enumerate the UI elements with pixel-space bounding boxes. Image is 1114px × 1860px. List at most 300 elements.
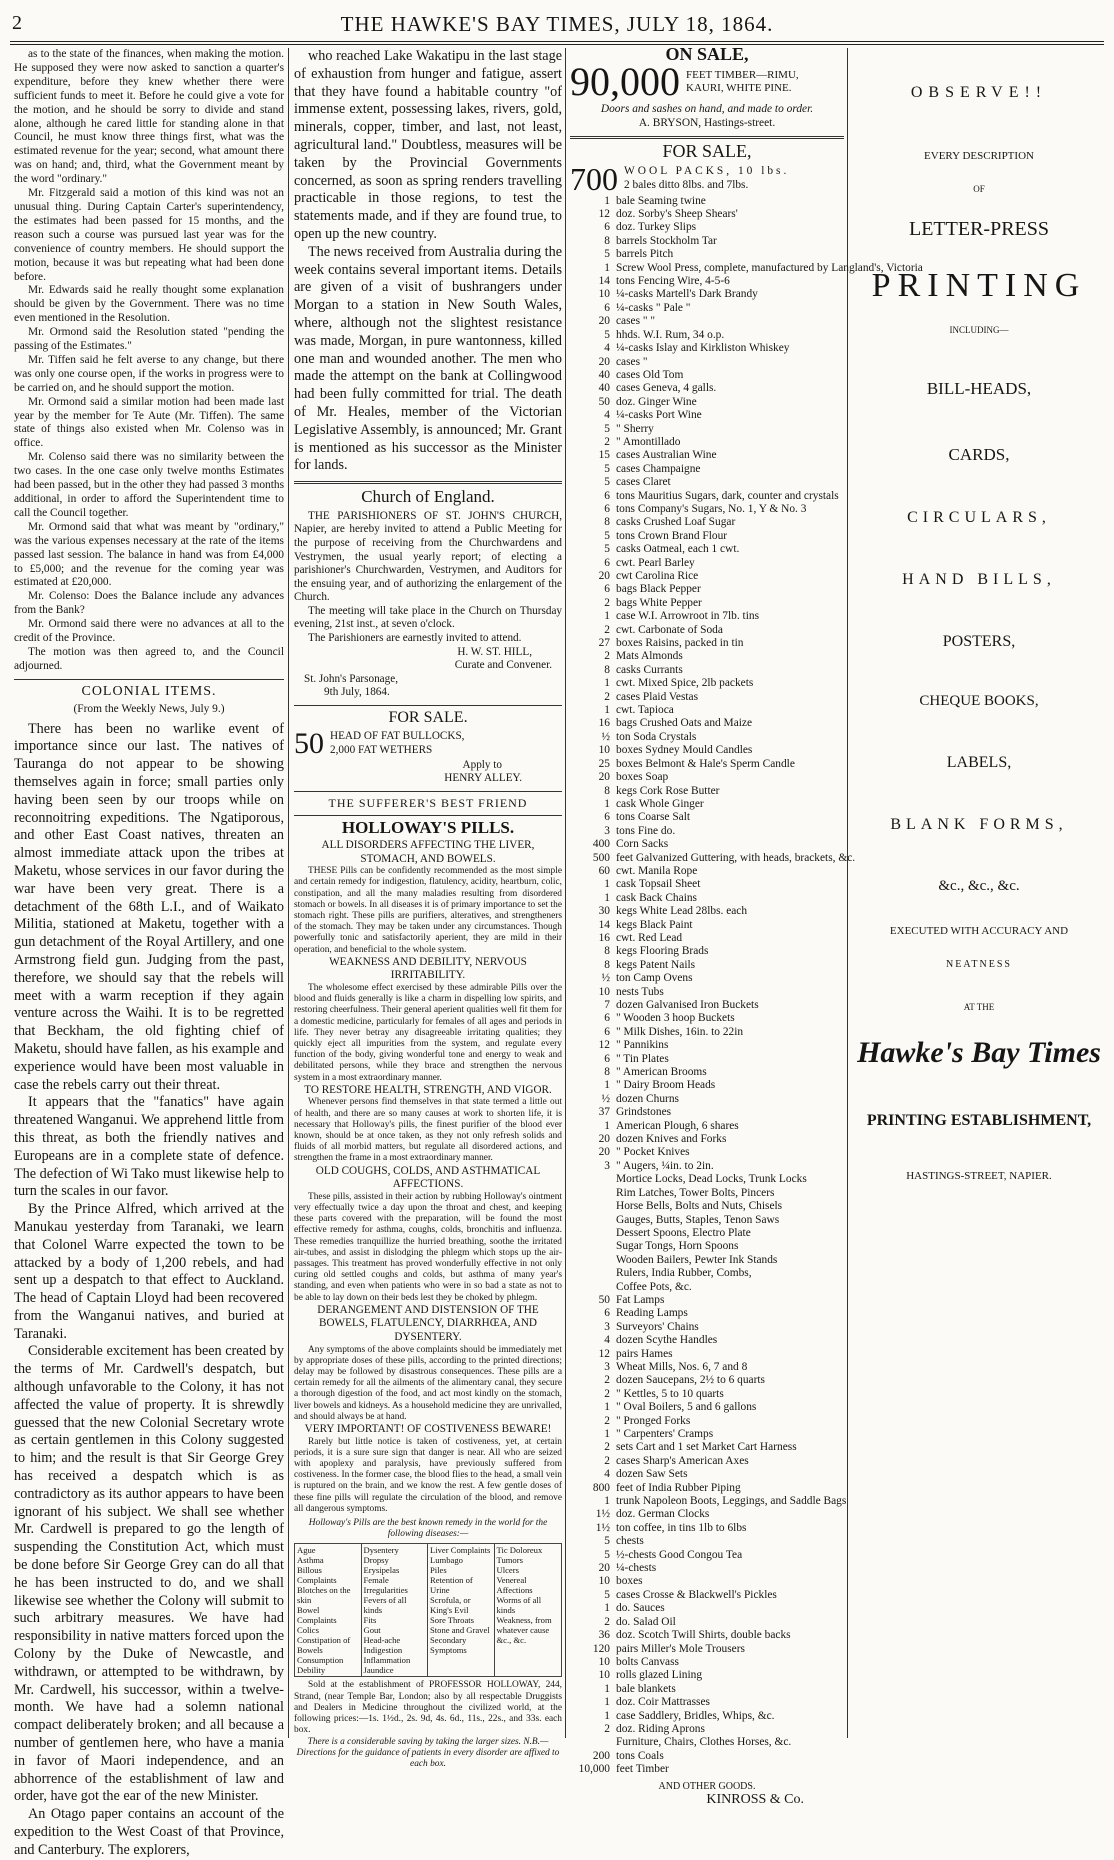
for-sale-apply: Apply to bbox=[462, 758, 502, 771]
inventory-item bbox=[570, 288, 844, 301]
diseases-column: Dysentery Dropsy Erysipelas Female Irregularities Fevers of all kinds Fits Gout Head-ache Indigestion Inflammation Jaundice bbox=[362, 1544, 429, 1676]
inventory-description: boxes Raisins, packed in tin bbox=[616, 637, 744, 650]
inventory-item bbox=[570, 731, 844, 744]
inventory-item bbox=[570, 1441, 844, 1454]
church-place: St. John's Parsonage, bbox=[304, 672, 399, 685]
inventory-quantity: 6 bbox=[604, 811, 610, 824]
inventory-description: cases " " bbox=[616, 315, 656, 328]
inventory-description: Furniture, Chairs, Clothes Horses, &c. bbox=[616, 1736, 792, 1749]
inventory-quantity: 5 bbox=[604, 476, 610, 489]
inventory-description: bale Seaming twine bbox=[616, 194, 706, 207]
service-item: LABELS, bbox=[946, 754, 1012, 771]
council-paragraph: Mr. Tiffen said he felt averse to any change, but there was only one course open, if the works in progress were to be carried on, and he should support the motion. bbox=[14, 353, 284, 394]
inventory-item bbox=[570, 691, 844, 704]
observe-heading: OBSERVE!! bbox=[910, 84, 1048, 101]
inventory-quantity: 20 bbox=[598, 355, 610, 368]
inventory-quantity: 5 bbox=[604, 462, 610, 475]
inventory-quantity: 1 bbox=[604, 797, 610, 810]
colonial-items-text bbox=[14, 721, 284, 1860]
inventory-quantity: 8 bbox=[604, 945, 610, 958]
executed-text: EXECUTED WITH ACCURACY AND bbox=[889, 925, 1069, 937]
inventory-description: tons Crown Brand Flour bbox=[616, 529, 728, 542]
divider bbox=[570, 136, 844, 139]
service-item: CIRCULARS, bbox=[907, 509, 1051, 526]
column-divider bbox=[565, 48, 566, 1738]
inventory-item bbox=[570, 1173, 844, 1186]
inventory-quantity: 1 bbox=[604, 878, 610, 891]
inventory-quantity: 3 bbox=[604, 1360, 610, 1373]
inventory-item bbox=[570, 543, 844, 556]
inventory-quantity: 20 bbox=[598, 1133, 610, 1146]
inventory-item bbox=[570, 1656, 844, 1669]
inventory-item bbox=[570, 449, 844, 462]
at-the-text: AT THE bbox=[963, 1002, 995, 1012]
inventory-description: bolts Canvass bbox=[616, 1655, 679, 1668]
inventory-quantity: ½ bbox=[601, 972, 610, 985]
inventory-quantity: 7 bbox=[604, 999, 610, 1011]
service-item: &c., &c., &c. bbox=[938, 878, 1020, 894]
inventory-description: Dessert Spoons, Electro Plate bbox=[616, 1226, 751, 1239]
inventory-item bbox=[570, 1482, 844, 1495]
on-sale-heading: ON SALE, bbox=[665, 44, 749, 64]
inventory-quantity: 4 bbox=[604, 1334, 610, 1347]
inventory-item bbox=[570, 1187, 844, 1200]
inventory-description: trunk Napoleon Boots, Leggings, and Saddle Bags bbox=[616, 1495, 847, 1508]
divider bbox=[14, 679, 284, 680]
inventory-quantity: 4 bbox=[604, 409, 610, 422]
inventory-item bbox=[570, 396, 844, 409]
inventory-description: bags Crushed Oats and Maize bbox=[616, 717, 753, 730]
masthead bbox=[10, 8, 1104, 42]
inventory-description: casks Crushed Loaf Sugar bbox=[616, 516, 736, 529]
inventory-quantity: 2 bbox=[604, 596, 610, 609]
inventory-description: feet Galvanized Guttering, with heads, brackets, &c. bbox=[616, 851, 856, 864]
inventory-quantity: 2 bbox=[604, 435, 610, 448]
inventory-description: case Saddlery, Bridles, Whips, &c. bbox=[616, 1709, 775, 1722]
inventory-item bbox=[570, 1012, 844, 1025]
inventory-description: tons Fine do. bbox=[616, 824, 676, 837]
inventory-description: " Pocket Knives bbox=[616, 1146, 690, 1159]
inventory-description: ½-chests Good Congou Tea bbox=[616, 1548, 743, 1561]
inventory-quantity: ½ bbox=[601, 730, 610, 743]
inventory-quantity: 36 bbox=[598, 1629, 610, 1642]
inventory-description: do. Salad Oil bbox=[616, 1615, 676, 1628]
for-sale-heading: FOR SALE, bbox=[662, 141, 752, 162]
inventory-description: ¼-chests bbox=[616, 1562, 657, 1575]
inventory-item bbox=[570, 1669, 844, 1682]
inventory-item bbox=[570, 409, 844, 422]
holloway-heading-4: OLD COUGHS, COLDS, AND ASTHMATICAL AFFECTIONS. bbox=[315, 1164, 541, 1191]
inventory-item bbox=[570, 798, 844, 811]
inventory-quantity: 10 bbox=[598, 288, 610, 301]
inventory-description: " Oval Boilers, 5 and 6 gallons bbox=[616, 1401, 757, 1414]
column-council-report bbox=[14, 48, 284, 1858]
inventory-quantity: 12 bbox=[598, 1347, 610, 1360]
inventory-description: barrels Stockholm Tar bbox=[616, 234, 717, 247]
inventory-item bbox=[570, 637, 844, 650]
inventory-item bbox=[570, 1763, 844, 1776]
inventory-item bbox=[570, 1696, 844, 1709]
inventory-description: ¼-casks " Pale " bbox=[616, 301, 691, 314]
inventory-description: chests bbox=[616, 1535, 644, 1548]
inventory-item bbox=[570, 1602, 844, 1615]
inventory-description: tons Fencing Wire, 4-5-6 bbox=[616, 275, 730, 288]
inventory-description: barrels Pitch bbox=[616, 248, 674, 261]
council-paragraph: Mr. Edwards said he really thought some explanation should be given by the Government. There was no time even mentioned in the Resolution. bbox=[14, 284, 284, 325]
column-printing-ad bbox=[852, 48, 1106, 1740]
inventory-quantity: 20 bbox=[598, 570, 610, 582]
inventory-item bbox=[570, 1629, 844, 1642]
inventory-description: " Pronged Forks bbox=[616, 1414, 691, 1427]
inventory-item bbox=[570, 476, 844, 489]
inventory-item bbox=[570, 1133, 844, 1146]
council-paragraph: as to the state of the finances, when making the motion. He supposed they were now asked to sanction a quarter's expenditure, before they knew whether there were sufficient funds to meet it. Before he could give a vote for the motion, and he should be sorry to divide and stand alone, although he cared little for standing alone in that Council, he must know three things first, what was the estimated revenue for the year; second, what amount there was on hand; and, third, what the Government meant by the word "ordinary." bbox=[14, 48, 284, 186]
inventory-item bbox=[570, 1267, 844, 1280]
inventory-quantity: 1 bbox=[604, 1495, 610, 1508]
council-paragraph: Mr. Ormond said the Resolution stated "pending the passing of the Estimates." bbox=[14, 326, 284, 353]
wool-packs-text: WOOL PACKS, 10 lbs. bbox=[624, 165, 790, 178]
inventory-description: cwt. Mixed Spice, 2lb packets bbox=[616, 677, 754, 690]
column-divider bbox=[847, 48, 848, 1738]
diseases-column: Ague Asthma Billous Complaints Blotches on the skin Bowel Complaints Colics Constipation of Bowels Consumption Debility bbox=[295, 1544, 362, 1676]
inventory-item bbox=[570, 369, 844, 382]
inventory-quantity: 1 bbox=[604, 1696, 610, 1709]
inventory-description: cwt. Carbonate of Soda bbox=[616, 623, 723, 636]
service-item: HAND BILLS, bbox=[902, 571, 1056, 588]
inventory-description: " Tin Plates bbox=[616, 1052, 669, 1065]
inventory-description: dozen Knives and Forks bbox=[616, 1133, 727, 1146]
inventory-item bbox=[570, 1643, 844, 1656]
inventory-item bbox=[570, 597, 844, 610]
inventory-item bbox=[570, 195, 844, 208]
inventory-item bbox=[570, 1428, 844, 1441]
inventory-quantity: 1 bbox=[604, 891, 610, 904]
inventory-item bbox=[570, 664, 844, 677]
for-sale-heading: FOR SALE. bbox=[388, 709, 468, 727]
inventory-quantity: 6 bbox=[604, 1012, 610, 1025]
inventory-item bbox=[570, 1214, 844, 1227]
inventory-description: cwt. Tapioca bbox=[616, 704, 674, 717]
inventory-description: tons Coarse Salt bbox=[616, 811, 691, 824]
inventory-description: ton Soda Crystals bbox=[616, 730, 697, 743]
inventory-description: case W.I. Arrowroot in 7lb. tins bbox=[616, 610, 759, 623]
inventory-item bbox=[570, 1053, 844, 1066]
inventory-description: casks Oatmeal, each 1 cwt. bbox=[616, 543, 740, 556]
inventory-description: Rim Latches, Tower Bolts, Pincers bbox=[616, 1186, 775, 1199]
inventory-item bbox=[570, 1321, 844, 1334]
council-paragraph: Mr. Fitzgerald said a motion of this kind was not an unusual thing. During Captain Carter's superintendency, the estimates had been passed for 15 months, and the reason such a course was pursued last year was for the convenience of country members. He should support the motion, because it was but repeating what had been done before. bbox=[14, 187, 284, 283]
inventory-description: feet Timber bbox=[616, 1763, 669, 1776]
inventory-quantity: 37 bbox=[598, 1106, 610, 1119]
inventory-item bbox=[570, 1240, 844, 1253]
inventory-description: cases Geneva, 4 galls. bbox=[616, 382, 717, 395]
inventory-description: bale blankets bbox=[616, 1682, 676, 1695]
colonial-item-paragraph: By the Prince Alfred, which arrived at the Manukau yesterday from Taranaki, we learn that Colonel Warre expected the town to be attacked by a body of 1,200 rebels, and had sent up a despatch to that effect to Auckland. The head of Captain Lloyd had been recovered from the Wanganui natives, and buried at Taranaki. bbox=[14, 1201, 284, 1342]
inventory-quantity: 1 bbox=[604, 1709, 610, 1722]
page-number: 2 bbox=[12, 12, 22, 34]
inventory-description: " Amontillado bbox=[616, 435, 681, 448]
inventory-description: Gauges, Butts, Staples, Tenon Saws bbox=[616, 1213, 780, 1226]
inventory-description: sets Cart and 1 set Market Cart Harness bbox=[616, 1441, 797, 1454]
inventory-item bbox=[570, 1468, 844, 1481]
inventory-description: cases Claret bbox=[616, 476, 671, 489]
inventory-item bbox=[570, 1589, 844, 1602]
inventory-item bbox=[570, 865, 844, 878]
church-notice bbox=[294, 487, 562, 700]
inventory-quantity: 4 bbox=[604, 1468, 610, 1481]
inventory-description: Rulers, India Rubber, Combs, bbox=[616, 1267, 752, 1280]
inventory-item bbox=[570, 1401, 844, 1414]
inventory-item bbox=[570, 1683, 844, 1696]
council-paragraph: Mr. Ormond said there were no advances at all to the credit of the Province. bbox=[14, 618, 284, 645]
inventory-quantity: 10 bbox=[598, 1655, 610, 1668]
inventory-description: doz. Coir Mattrasses bbox=[616, 1696, 710, 1709]
inventory-item bbox=[570, 758, 844, 771]
inventory-description: cwt. Red Lead bbox=[616, 931, 683, 944]
inventory-item bbox=[570, 1388, 844, 1401]
inventory-description: boxes bbox=[616, 1575, 643, 1588]
inventory-quantity: 14 bbox=[598, 918, 610, 931]
inventory-quantity: 3 bbox=[604, 1159, 610, 1172]
for-sale-line-1: HEAD OF FAT BULLOCKS, bbox=[330, 730, 465, 743]
inventory-description: kegs Flooring Brads bbox=[616, 945, 709, 958]
inventory-item bbox=[570, 342, 844, 355]
inventory-item bbox=[570, 744, 844, 757]
inventory-quantity: 6 bbox=[604, 502, 610, 515]
inventory-quantity: 400 bbox=[592, 838, 610, 851]
inventory-description: dozen Churns bbox=[616, 1092, 679, 1105]
council-paragraph: Mr. Ormond said that what was meant by "ordinary," was the various expenses necessary at the rate of the items passed last session. The balance in hand was from £4,000 to £5,000; and the revenue for the coming year was estimated at £20,000. bbox=[14, 520, 284, 589]
inventory-item bbox=[570, 811, 844, 824]
inventory-item bbox=[570, 1026, 844, 1039]
inventory-quantity: 1½ bbox=[595, 1521, 610, 1534]
inventory-description: " Milk Dishes, 16in. to 22in bbox=[616, 1025, 744, 1038]
inventory-quantity: 200 bbox=[592, 1749, 610, 1762]
divider bbox=[294, 705, 562, 706]
inventory-description: " Augers, ¼in. to 2in. bbox=[616, 1159, 714, 1172]
inventory-quantity: ½ bbox=[601, 1092, 610, 1105]
inventory-item bbox=[570, 919, 844, 932]
inventory-quantity: 2 bbox=[604, 1454, 610, 1467]
inventory-description: doz. Scotch Twill Shirts, double backs bbox=[616, 1629, 791, 1642]
news-paragraph: The news received from Australia during the week contains several important items. Details are given of a visit of bushrangers under Morgan to a station in New South Wales, where, although not the slightest resistance was made, Morgan, in pure wantonness, killed one man and wounded another. The men who made the attempt on the bank at Collingwood had been fully committed for trial. The death of Mr. Heales, member of the Victorian Legislative Assembly, is announced; Mr. Grant is mentioned as his successor as the Minister for lands. bbox=[294, 243, 562, 474]
inventory-item bbox=[570, 1079, 844, 1092]
column-divider bbox=[288, 48, 289, 1738]
inventory-item bbox=[570, 1549, 844, 1562]
inventory-description: " Carpenters' Cramps bbox=[616, 1428, 714, 1440]
inventory-item bbox=[570, 1106, 844, 1119]
inventory-quantity: 1 bbox=[604, 704, 610, 717]
inventory-description: nests Tubs bbox=[616, 985, 664, 998]
church-body: THE PARISHIONERS OF ST. JOHN'S CHURCH, Napier, are hereby invited to attend a Public Meeting for the purpose of receiving from the Churchwardens and Vestrymen, the usual yearly report; of electing a parishioner's Churchwarden, Vestrymen, and Auditors for the ensuing year, and of authorizing the enlargement of the Church. bbox=[294, 509, 562, 604]
inventory-description: dozen Scythe Handles bbox=[616, 1334, 718, 1347]
diseases-table bbox=[294, 1543, 562, 1677]
holloway-footer: Sold at the establishment of PROFESSOR HOLLOWAY, 244, Strand, (near Temple Bar, London; also by all respectable Druggists and Dealers in Medicine throughout the civilized world, at the following prices:—1s. 1½d., 2s. 9d, 4s. 6d., 11s., 22s., and 33s. each box. bbox=[294, 1680, 562, 1736]
inventory-item bbox=[570, 490, 844, 503]
for-sale-name: HENRY ALLEY. bbox=[444, 772, 522, 785]
inventory-quantity: 50 bbox=[598, 1293, 610, 1306]
divider bbox=[294, 791, 562, 792]
inventory-quantity: 10 bbox=[598, 744, 610, 757]
inventory-item bbox=[570, 1294, 844, 1307]
inventory-description: " Pannikins bbox=[616, 1039, 669, 1052]
inventory-quantity: 60 bbox=[598, 864, 610, 877]
inventory-item bbox=[570, 624, 844, 637]
inventory-item bbox=[570, 583, 844, 596]
inventory-description: kegs White Lead 28lbs. each bbox=[616, 905, 748, 918]
inventory-quantity: 120 bbox=[592, 1642, 610, 1655]
holloway-table-heading: Holloway's Pills are the best known remedy in the world for the following diseases:— bbox=[308, 1518, 548, 1540]
timber-signature: A. BRYSON, Hastings-street. bbox=[638, 116, 776, 129]
inventory-description: American Plough, 6 shares bbox=[616, 1119, 739, 1132]
inventory-item bbox=[570, 1227, 844, 1240]
inventory-quantity: 4 bbox=[604, 342, 610, 355]
inventory-quantity: 6 bbox=[604, 1307, 610, 1320]
inventory-item bbox=[570, 1616, 844, 1629]
masthead-rule bbox=[10, 41, 1104, 42]
inventory-item bbox=[570, 1750, 844, 1763]
inventory-description: cwt. Pearl Barley bbox=[616, 556, 695, 569]
inventory-description: cask Topsail Sheet bbox=[616, 878, 701, 891]
inventory-quantity: 5 bbox=[604, 1535, 610, 1548]
council-paragraph: Mr. Ormond said a similar motion had been made last year by the member for Te Aute (Mr. Tiffen). The same state of things also existed when Mr. Colenso was in office. bbox=[14, 395, 284, 450]
inventory-quantity: 2 bbox=[604, 1414, 610, 1427]
inventory-item bbox=[570, 610, 844, 623]
inventory-description: " Dairy Broom Heads bbox=[616, 1079, 716, 1092]
inventory-quantity: 16 bbox=[598, 931, 610, 944]
wool-packs-text-2: 2 bales ditto 8lbs. and 7lbs. bbox=[624, 178, 749, 191]
inventory-description: do. Sauces bbox=[616, 1602, 665, 1615]
holloway-text-2: The wholesome effect exercised by these admirable Pills over the blood and fluids generally is like a charm in dispelling low spirits, and restoring cheerfulness. Their general aperient qualities well fit them for a domestic medicine, particularly for females of all ages and periods in life. They never betray any disagreeable irritating qualities; they quickly eject all impurities from the system, and regulate every function of the body, giving wonderful tone and energy to weak and debilitated persons, while they brace and strengthen the nervous system in a most extraordinary manner. bbox=[294, 983, 562, 1083]
inventory-description: bags Black Pepper bbox=[616, 583, 701, 596]
inventory-quantity: 6 bbox=[604, 1052, 610, 1065]
including-label: INCLUDING— bbox=[949, 325, 1009, 335]
inventory-item bbox=[570, 1535, 844, 1548]
inventory-description: " Wooden 3 hoop Buckets bbox=[616, 1012, 735, 1025]
inventory-description: cases " bbox=[616, 355, 648, 368]
inventory-item bbox=[570, 959, 844, 972]
printing-establishment: PRINTING ESTABLISHMENT, bbox=[866, 1112, 1092, 1129]
inventory-item bbox=[570, 382, 844, 395]
inventory-description: hhds. W.I. Rum, 34 o.p. bbox=[616, 328, 725, 341]
inventory-item bbox=[570, 650, 844, 663]
holloway-title: HOLLOWAY'S PILLS. bbox=[341, 818, 515, 838]
holloway-text-6: Rarely but little notice is taken of costiveness, yet, at certain periods, it is a sure sure sign that danger is near. All who are seized with apoplexy and paralysis, have previously suffered from costiveness. In the former case, the blood flies to the head, a small vein is ruptured on the brain, and we know the rest. A few gentle doses of these fine pills will regulate the circulation of the blood, and remove all dangerous symptoms. bbox=[294, 1436, 562, 1514]
inventory-item bbox=[570, 905, 844, 918]
wool-packs-quantity: 700 bbox=[570, 160, 618, 197]
inventory-item bbox=[570, 1307, 844, 1320]
inventory-quantity: 10 bbox=[598, 1575, 610, 1588]
timber-desc-2: KAURI, WHITE PINE. bbox=[686, 82, 792, 95]
inventory-item bbox=[570, 945, 844, 958]
inventory-item bbox=[570, 1736, 844, 1749]
inventory-description: doz. German Clocks bbox=[616, 1508, 710, 1521]
printing-heading: PRINTING bbox=[871, 267, 1087, 304]
inventory-item bbox=[570, 1723, 844, 1736]
inventory-item bbox=[570, 1374, 844, 1387]
inventory-item bbox=[570, 717, 844, 730]
service-item: POSTERS, bbox=[942, 633, 1016, 650]
service-item: CHEQUE BOOKS, bbox=[919, 693, 1039, 709]
inventory-item bbox=[570, 771, 844, 784]
inventory-description: " Kettles, 5 to 10 quarts bbox=[616, 1387, 724, 1400]
timber-doors: Doors and sashes on hand, and made to order. bbox=[600, 103, 814, 116]
holloway-banner: THE SUFFERER'S BEST FRIEND bbox=[328, 795, 528, 810]
inventory-item bbox=[570, 356, 844, 369]
inventory-quantity: 5 bbox=[604, 529, 610, 542]
inventory-item bbox=[570, 838, 844, 851]
inventory-description: cwt Carolina Rice bbox=[616, 570, 699, 582]
for-sale-number: 50 bbox=[294, 726, 324, 760]
inventory-item bbox=[570, 235, 844, 248]
inventory-quantity: 2 bbox=[604, 1387, 610, 1400]
inventory-description: Screw Wool Press, complete, manufactured by Langland's, Victoria bbox=[616, 261, 923, 274]
inventory-item bbox=[570, 1120, 844, 1133]
inventory-quantity: 3 bbox=[604, 824, 610, 837]
inventory-description: Reading Lamps bbox=[616, 1307, 688, 1320]
inventory-description: Mats Almonds bbox=[616, 650, 683, 663]
inventory-item bbox=[570, 1039, 844, 1052]
inventory-quantity: 3 bbox=[604, 1320, 610, 1333]
inventory-item bbox=[570, 704, 844, 717]
inventory-description: cases Plaid Vestas bbox=[616, 690, 699, 703]
inventory-description: doz. Riding Aprons bbox=[616, 1722, 705, 1735]
inventory-description: boxes Soap bbox=[616, 771, 669, 784]
inventory-description: feet of India Rubber Piping bbox=[616, 1481, 741, 1494]
for-sale-cattle-ad bbox=[294, 711, 562, 786]
kinross-signature: KINROSS & Co. bbox=[706, 1791, 804, 1807]
column-for-sale bbox=[570, 44, 923, 1807]
inventory-quantity: 27 bbox=[598, 637, 610, 650]
inventory-quantity: 1 bbox=[604, 1682, 610, 1695]
council-paragraph: The motion was then agreed to, and the Council adjourned. bbox=[14, 645, 284, 672]
church-signature: H. W. ST. HILL, bbox=[457, 645, 532, 658]
inventory-description: ton Camp Ovens bbox=[616, 972, 693, 985]
inventory-quantity: 2 bbox=[604, 1441, 610, 1454]
inventory-description: " Sherry bbox=[616, 422, 654, 435]
holloway-ad bbox=[294, 797, 562, 1770]
inventory-description: tons Mauritius Sugars, dark, counter and crystals bbox=[616, 489, 839, 502]
inventory-item bbox=[570, 1146, 844, 1159]
inventory-item bbox=[570, 329, 844, 342]
inventory-quantity: 8 bbox=[604, 663, 610, 676]
service-item: BILL-HEADS, bbox=[926, 379, 1032, 398]
inventory-item bbox=[570, 1334, 844, 1347]
holloway-text-4: These pills, assisted in their action by rubbing Holloway's ointment very effectually twice a day upon the throat and chest, and keeping these parts covered with the preparation, will be found the most effective remedy for asthma, coughs, colds, bronchitis and influenza. These remedies tranquillize the hurried breathing, soothe the irritated air-tubes, and assist in dislodging the phlegm which stops up the air-passages. This treatment has proved wonderfully effective in not only curing old settled coughs and colds, but asthma of many year's standing, and even when patients who were in so bad a state as not to be able to lay down on their beds lest they be choked by phlegm. bbox=[294, 1191, 562, 1303]
inventory-quantity: 5 bbox=[604, 328, 610, 341]
inventory-quantity: 8 bbox=[604, 1066, 610, 1079]
diseases-column: Tic Doloreux Tumors Ulcers Venereal Affections Worms of all kinds Weakness, from whatever cause &c., &c. bbox=[496, 1545, 552, 1646]
timber-quantity: 90,000 bbox=[570, 59, 680, 105]
inventory-description: kegs Patent Nails bbox=[616, 958, 696, 971]
inventory-quantity: 5 bbox=[604, 422, 610, 435]
inventory-quantity: 5 bbox=[604, 1588, 610, 1601]
inventory-item bbox=[570, 932, 844, 945]
holloway-footer-2: There is a considerable saving by taking the larger sizes. N.B.—Directions for the guidance of patients in every disorder are affixed to each box. bbox=[296, 1736, 560, 1769]
inventory-item bbox=[570, 1160, 844, 1173]
council-paragraph: Mr. Colenso: Does the Balance include any advances from the Bank? bbox=[14, 590, 284, 617]
divider bbox=[294, 481, 562, 484]
inventory-description: cases Champaigne bbox=[616, 462, 701, 475]
inventory-item bbox=[570, 1066, 844, 1079]
inventory-quantity: 2 bbox=[604, 1374, 610, 1387]
inventory-quantity: 14 bbox=[598, 275, 610, 288]
inventory-item bbox=[570, 972, 844, 985]
inventory-description: kegs Black Paint bbox=[616, 918, 693, 931]
inventory-description: pairs Hames bbox=[616, 1347, 673, 1360]
inventory-description: cases Sharp's American Axes bbox=[616, 1454, 749, 1467]
church-body-3: The Parishioners are earnestly invited to attend. bbox=[308, 632, 522, 645]
